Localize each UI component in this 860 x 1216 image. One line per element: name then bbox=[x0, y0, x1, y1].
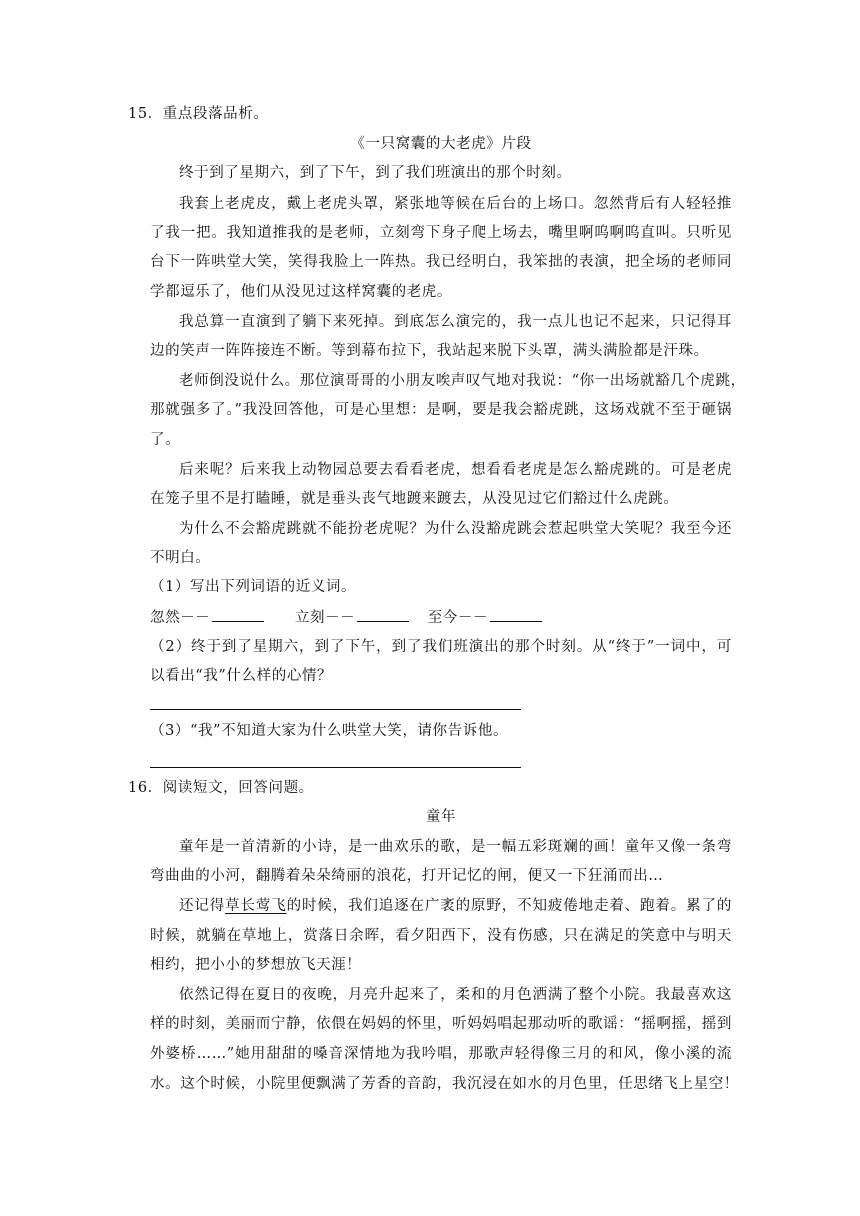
passage-15-line: 台下一阵哄堂大笑，笑得我脸上一阵热。我已经明白，我笨拙的表演，把全场的老师同 bbox=[150, 254, 732, 270]
question-15-sub2: （2）终于到了星期六，到了下午，到了我们班演出的那个时刻。从“终于”一词中，可 bbox=[150, 639, 732, 655]
passage-16-line: 童年是一首清新的小诗，是一曲欢乐的歌，是一幅五彩斑斓的画！童年又像一条弯 bbox=[179, 839, 732, 855]
passage-16-line: 弯曲曲的小河，翻腾着朵朵绮丽的浪花，打开记忆的闸，便又一下狂涌而出… bbox=[150, 868, 664, 884]
question-15-sub1: （1）写出下列词语的近义词。 bbox=[150, 579, 357, 595]
synonym-word-1: 忽然－－ bbox=[150, 610, 211, 626]
passage-15-line: 那就强多了。”我没回答他，可是心里想：是啊，要是我会豁虎跳，这场戏就不至于砸锅 bbox=[150, 402, 732, 418]
answer-line-sub3[interactable] bbox=[150, 767, 521, 768]
passage-16-text: 还记得 bbox=[179, 898, 226, 914]
passage-16-text: 的时候，我们追逐在广袤的原野，不知疲倦地走着、跑着。累了的 bbox=[286, 898, 732, 914]
passage-15-line: 终于到了星期六，到了下午，到了我们班演出的那个时刻。 bbox=[179, 165, 572, 181]
question-15-sub2-cont: 以看出“我”什么样的心情？ bbox=[150, 668, 333, 684]
passage-15-line: 老师倒没说什么。那位演哥哥的小朋友唉声叹气地对我说：“你一出场就豁几个虎跳， bbox=[179, 373, 746, 389]
question-15-number: 15． bbox=[128, 106, 163, 122]
synonym-row bbox=[150, 607, 732, 628]
synonym-blank-2[interactable] bbox=[357, 607, 409, 622]
passage-15-line: 边的笑声一阵阵接连不断。等到幕布拉下，我站起来脱下头罩，满头满脸都是汗珠。 bbox=[150, 343, 709, 359]
question-16-number: 16． bbox=[128, 780, 163, 796]
passage-15-line: 了。 bbox=[150, 432, 181, 448]
passage-16-line: 外婆桥……”她用甜甜的嗓音深情地为我吟唱，那歌声轻得像三月的和风，像小溪的流 bbox=[150, 1046, 732, 1062]
passage-16-line: 时候，就躺在草地上，赏落日余晖，看夕阳西下，没有伤感，只在满足的笑意中与明天 bbox=[150, 928, 732, 944]
passage-16-line: 水。这个时候，小院里便飘满了芳香的音韵，我沉浸在如水的月色里，任思绪飞上星空！ bbox=[150, 1076, 739, 1092]
synonym-word-2: 立刻－－ bbox=[294, 610, 356, 626]
passage-15-line: 在笼子里不是打瞌睡，就是垂头丧气地踱来踱去，从没见过它们豁过什么虎跳。 bbox=[150, 491, 679, 507]
passage-16-line: 样的时刻，美丽而宁静，依偎在妈妈的怀里，听妈妈唱起那动听的歌谣：“摇啊摇，摇到 bbox=[150, 1016, 732, 1032]
question-15-title: 重点段落品析。 bbox=[162, 106, 269, 122]
synonym-blank-1[interactable] bbox=[212, 607, 264, 622]
synonym-blank-3[interactable] bbox=[490, 607, 542, 622]
passage-16-line bbox=[179, 896, 732, 916]
question-15-heading bbox=[128, 104, 710, 124]
passage-15-line: 了我一把。我知道推我的是老师，立刻弯下身子爬上场去，嘴里啊呜啊呜直叫。只听见 bbox=[150, 225, 732, 241]
underlined-phrase: 草长莺飞 bbox=[225, 898, 287, 914]
passage-15-title: 《一只窝囊的大老虎》片段 bbox=[350, 136, 532, 152]
answer-line-sub2[interactable] bbox=[150, 709, 521, 710]
question-16-title: 阅读短文，回答问题。 bbox=[162, 780, 314, 796]
passage-15-line: 不明白。 bbox=[150, 550, 211, 566]
passage-15-line: 我套上老虎皮，戴上老虎头罩，紧张地等候在后台的上场口。忽然背后有人轻轻推 bbox=[179, 196, 732, 212]
synonym-word-3: 至今－－ bbox=[427, 610, 489, 626]
passage-15-line: 后来呢？后来我上动物园总要去看看老虎，想看看老虎是怎么豁虎跳的。可是老虎 bbox=[179, 462, 732, 478]
question-16-heading bbox=[128, 778, 710, 798]
passage-16-line: 依然记得在夏日的夜晚，月亮升起来了，柔和的月色洒满了整个小院。我最喜欢这 bbox=[179, 987, 732, 1003]
passage-15-line: 为什么不会豁虎跳就不能扮老虎呢？为什么没豁虎跳会惹起哄堂大笑呢？我至今还 bbox=[179, 521, 732, 537]
passage-15-line: 学都逗乐了，他们从没见过这样窝囊的老虎。 bbox=[150, 284, 452, 300]
passage-16-title: 童年 bbox=[425, 809, 457, 825]
passage-16-line: 相约，把小小的梦想放飞天涯！ bbox=[150, 957, 362, 973]
passage-15-line: 我总算一直演到了躺下来死掉。到底怎么演完的，我一点儿也记不起来，只记得耳 bbox=[179, 314, 732, 330]
question-15-sub3: （3）“我”不知道大家为什么哄堂大笑，请你告诉他。 bbox=[150, 723, 509, 739]
